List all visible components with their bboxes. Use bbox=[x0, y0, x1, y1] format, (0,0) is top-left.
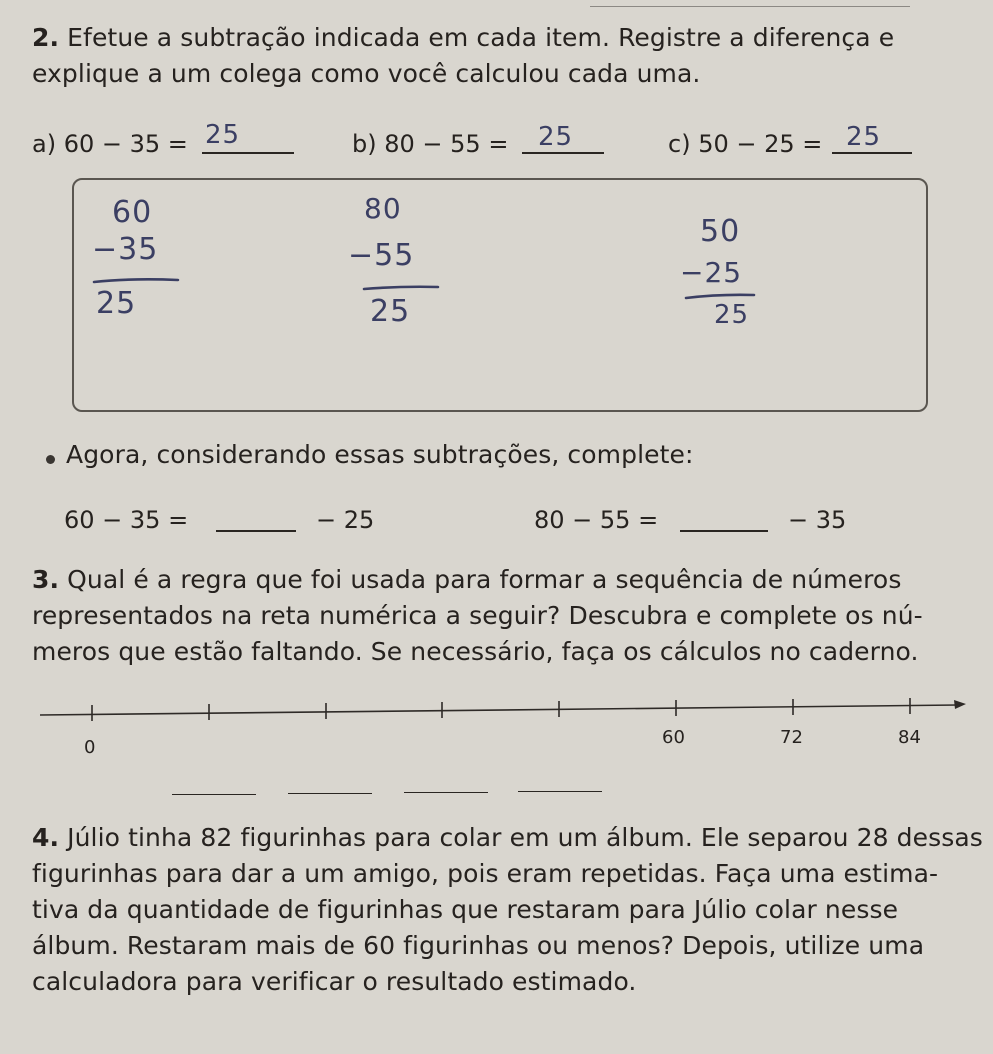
item-b-label: b) bbox=[352, 130, 377, 158]
item-b bbox=[352, 130, 508, 158]
item-c bbox=[668, 130, 822, 158]
item-b-answer: 25 bbox=[538, 122, 574, 152]
missing-blank-3[interactable] bbox=[404, 792, 488, 793]
q3-line1: Qual é a regra que foi usada para formar a sequência de números bbox=[67, 565, 902, 594]
item-a-answer-line[interactable] bbox=[202, 152, 294, 154]
work-c-sub: −25 bbox=[680, 256, 743, 289]
complete-1-left: 60 − 35 = bbox=[64, 506, 189, 534]
missing-blank-4[interactable] bbox=[518, 791, 602, 792]
q4-text bbox=[32, 820, 987, 1000]
q4-line4: álbum. Restaram mais de 60 figurinhas ou menos? Depois, utilize uma bbox=[32, 931, 925, 960]
q3-line3: meros que estão faltando. Se necessário, faça os cálculos no caderno. bbox=[32, 637, 919, 666]
q3-line2: representados na reta numérica a seguir? Descubra e complete os nú- bbox=[32, 601, 923, 630]
item-c-answer: 25 bbox=[846, 122, 882, 152]
label-84: 84 bbox=[898, 727, 921, 748]
q4-line1: Júlio tinha 82 figurinhas para colar em um álbum. Ele separou 28 dessas bbox=[67, 823, 983, 852]
complete-prompt: Agora, considerando essas subtrações, complete: bbox=[66, 440, 694, 469]
work-a-underline bbox=[92, 276, 182, 286]
work-a-top: 60 bbox=[112, 195, 153, 230]
q3-number: 3. bbox=[32, 565, 60, 594]
missing-blank-1[interactable] bbox=[172, 794, 256, 795]
item-c-expression: 50 − 25 = bbox=[698, 130, 823, 158]
q2-instruction-line2: explique a um colega como você calculou cada uma. bbox=[32, 59, 701, 88]
label-72: 72 bbox=[780, 727, 803, 748]
complete-1-blank[interactable] bbox=[216, 530, 296, 532]
top-rule bbox=[590, 6, 910, 7]
number-line-axis bbox=[40, 705, 958, 715]
complete-2-blank[interactable] bbox=[680, 530, 768, 532]
number-line-arrow bbox=[954, 700, 966, 709]
label-60: 60 bbox=[662, 727, 685, 748]
work-a-result: 25 bbox=[96, 286, 137, 321]
work-b-underline bbox=[362, 283, 452, 293]
complete-2-left: 80 − 55 = bbox=[534, 506, 659, 534]
calculation-box bbox=[72, 178, 928, 412]
q2-instruction-line1: Efetue a subtração indicada em cada item. Registre a diferença e bbox=[67, 23, 895, 52]
work-b-sub: −55 bbox=[348, 238, 415, 273]
item-a-answer: 25 bbox=[205, 120, 241, 150]
q2-instruction bbox=[32, 20, 982, 92]
work-b-top: 80 bbox=[364, 192, 402, 225]
item-a-label: a) bbox=[32, 130, 57, 158]
q2-number: 2. bbox=[32, 23, 60, 52]
work-b-result: 25 bbox=[370, 294, 411, 329]
number-line bbox=[0, 690, 993, 750]
complete-2-right: − 35 bbox=[788, 506, 847, 534]
missing-blank-2[interactable] bbox=[288, 793, 372, 794]
item-c-label: c) bbox=[668, 130, 691, 158]
item-b-answer-line[interactable] bbox=[522, 152, 604, 154]
item-a-expression: 60 − 35 = bbox=[63, 130, 188, 158]
work-c-result: 25 bbox=[714, 300, 750, 330]
q4-number: 4. bbox=[32, 823, 60, 852]
item-c-answer-line[interactable] bbox=[832, 152, 912, 154]
q3-text bbox=[32, 562, 987, 670]
q4-line2: figurinhas para dar a um amigo, pois eram repetidas. Faça uma estima- bbox=[32, 859, 939, 888]
q4-line5: calculadora para verificar o resultado estimado. bbox=[32, 967, 637, 996]
label-0: 0 bbox=[84, 737, 96, 758]
item-a bbox=[32, 130, 188, 158]
item-b-expression: 80 − 55 = bbox=[384, 130, 509, 158]
bullet-dot bbox=[46, 455, 55, 464]
q4-line3: tiva da quantidade de figurinhas que restaram para Júlio colar nesse bbox=[32, 895, 899, 924]
work-c-top: 50 bbox=[700, 214, 741, 249]
complete-1-right: − 25 bbox=[316, 506, 375, 534]
work-a-sub: −35 bbox=[92, 232, 159, 267]
